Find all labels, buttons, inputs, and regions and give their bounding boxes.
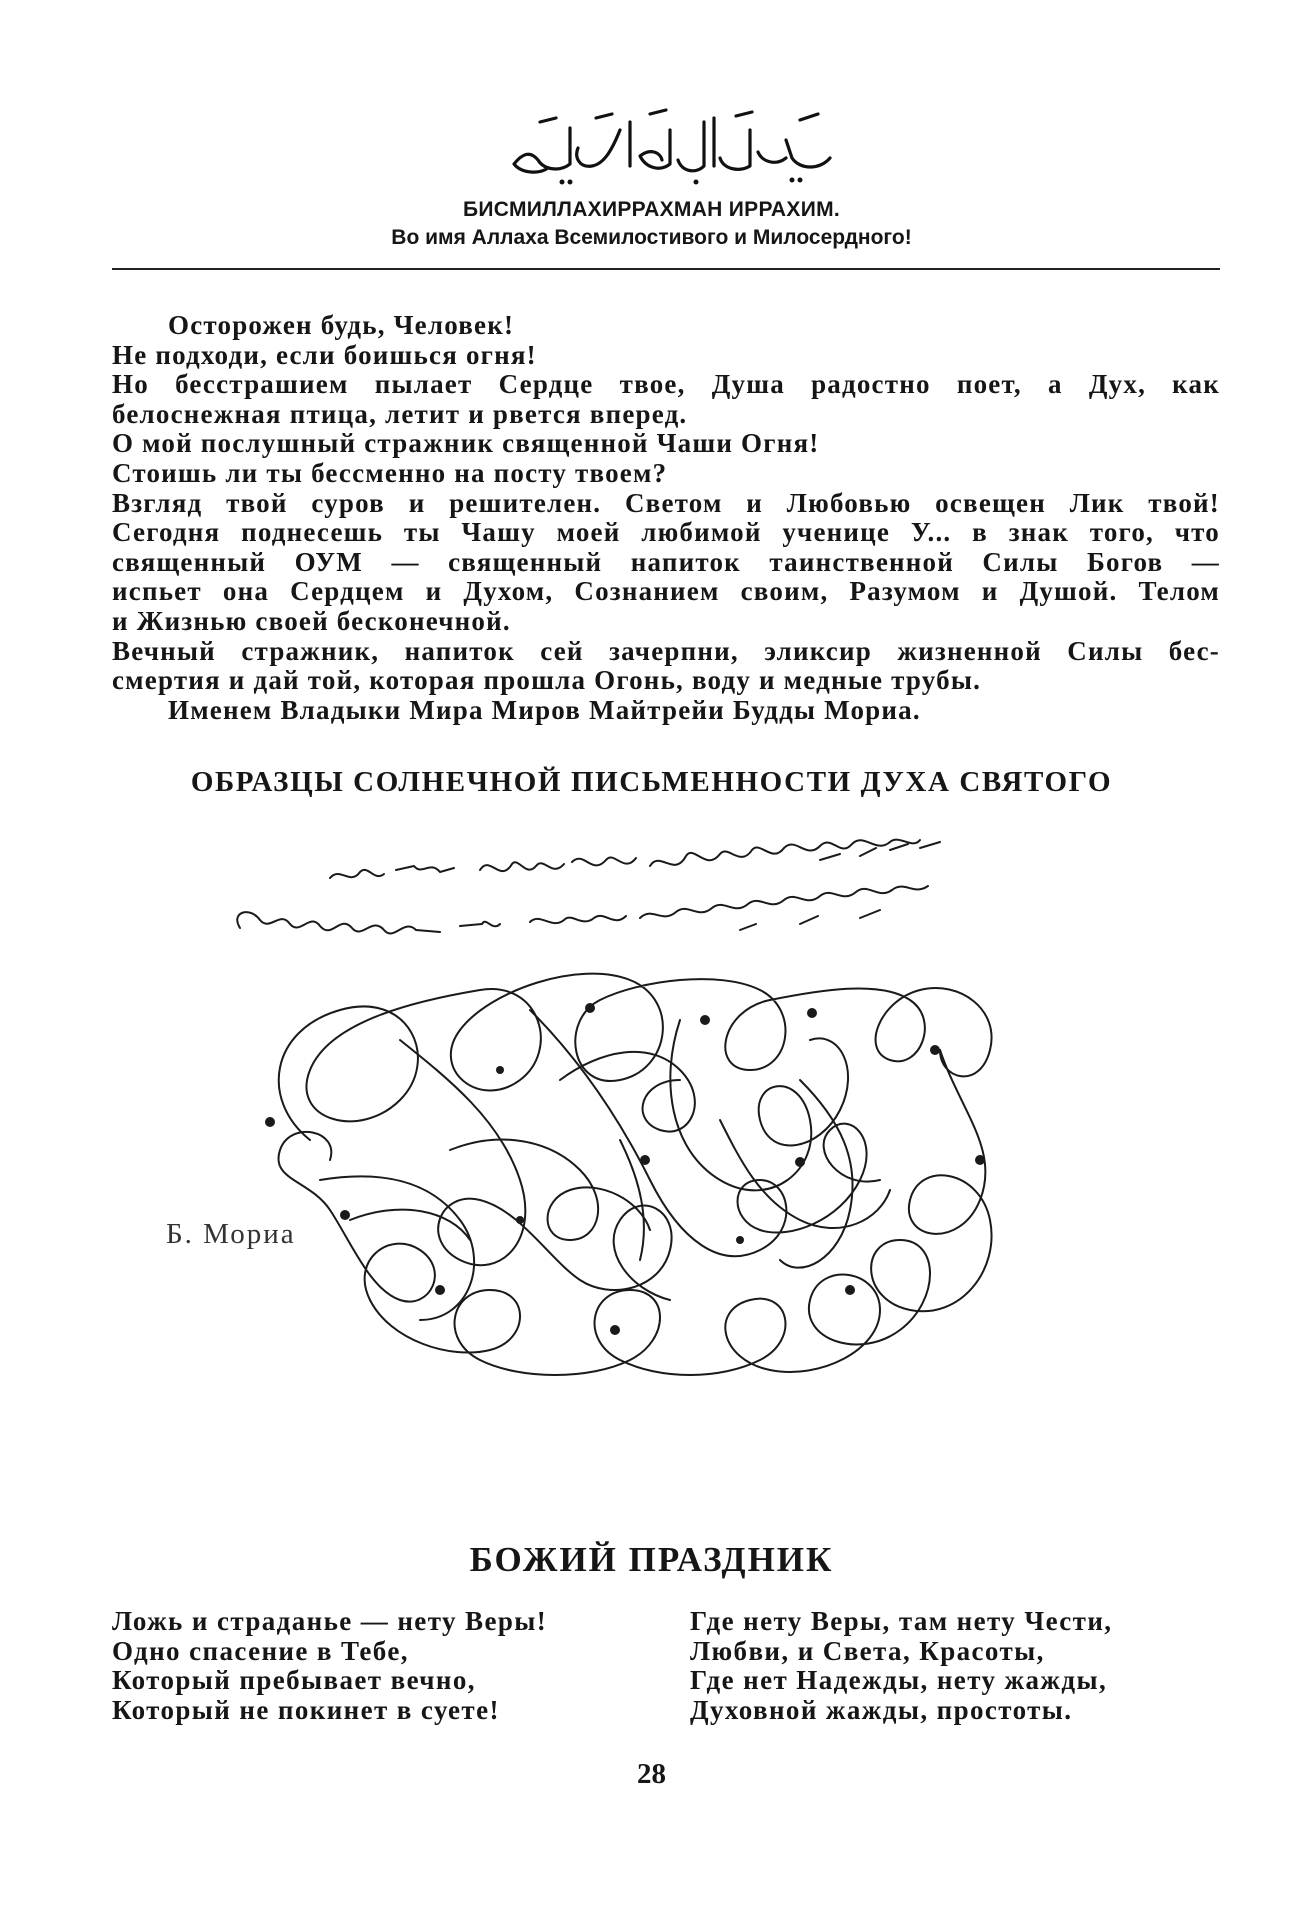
bismillah-calligraphy [500,100,840,190]
signature-label: Б. Мориа [166,1218,296,1250]
prose-line: и Жизнью своей бесконечной. [112,605,511,636]
poem-line: Где нету Веры, там нету Чести, [690,1606,1113,1636]
poem-title: БОЖИЙ ПРАЗДНИК [469,1540,834,1579]
prose-block [112,311,1220,725]
prose-line: Взгляд твой суров и решителен. Светом и Любовью освещен Лик твой! [112,487,1220,518]
header-subtitle: Во имя Аллаха Всемилостивого и Милосердного! [391,226,912,249]
prose-line: Стоишь ли ты бессменно на посту твоем? [112,457,668,488]
prose-line: Осторожен будь, Человек! [168,310,515,340]
prose-line: Вечный стражник, напиток сей зачерпни, эликсир жизненной Силы бес- [112,635,1220,666]
prose-line: Но бесстрашием пылает Сердце твое, Душа радостно поет, а Дух, как [112,369,1220,400]
poem-line: Где нет Надежды, нету жажды, [690,1665,1108,1696]
section-title: ОБРАЗЦЫ СОЛНЕЧНОЙ ПИСЬМЕННОСТИ ДУХА СВЯТОГО [190,766,1113,798]
poem-line: Любви, и Света, Красоты, [690,1635,1045,1666]
poem-line: Который не покинет в суете! [112,1694,500,1725]
poem-line: Который пребывает вечно, [112,1665,476,1696]
poem-line: Ложь и страданье — нету Веры! [112,1606,548,1636]
prose-line: испьет она Сердцем и Духом, Сознанием своим, Разумом и Душой. Телом [112,576,1220,607]
poem-line: Духовной жажды, простоты. [690,1694,1073,1725]
page-number: 28 [637,1758,666,1790]
prose-line: Сегодня поднесешь ты Чашу моей любимой ученице У... в знак того, что [112,517,1220,548]
prose-line: Не подходи, если боишься огня! [112,339,537,370]
prose-line: священный ОУМ — священный напиток таинственной Силы Богов — [112,546,1220,577]
poem-stanza-left [112,1607,547,1725]
solar-script-illustration [200,820,1100,1460]
poem-stanza-right [690,1607,1112,1725]
header-title: БИСМИЛЛАХИРРАХМАН ИРРАХИМ. [462,198,841,221]
poem-line: Одно спасение в Тебе, [112,1635,409,1666]
prose-line: белоснежная птица, летит и рвется вперед. [112,398,688,429]
prose-line: Именем Владыки Мира Миров Майтрейи Будды Мориа. [168,694,921,725]
header-divider [112,268,1220,270]
prose-line: смертия и дай той, которая прошла Огонь, воду и медные трубы. [112,665,982,696]
prose-line: О мой послушный стражник священной Чаши Огня! [112,428,820,459]
